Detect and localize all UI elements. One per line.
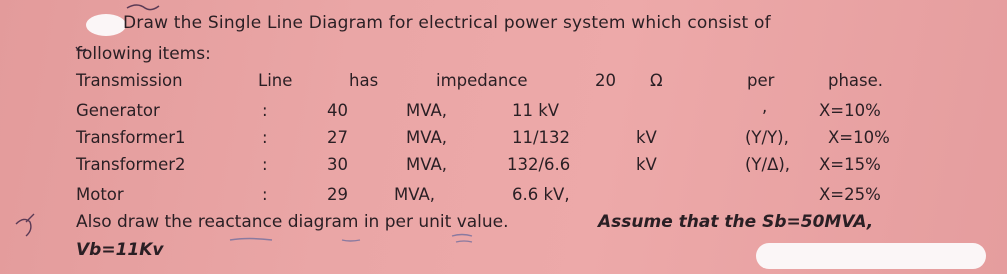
transmission-impedance-word: impedance	[436, 71, 528, 90]
transformer1-colon: :	[262, 128, 268, 147]
intro-line-2: following items:	[76, 44, 211, 64]
generator-colon: :	[262, 101, 268, 120]
transmission-has-word: has	[349, 71, 379, 90]
transmission-per-word: per	[747, 71, 775, 90]
transformer1-reactance: X=10%	[828, 128, 890, 147]
generator-reactance: X=10%	[819, 101, 881, 120]
transmission-phase-word: phase.	[828, 71, 884, 90]
motor-colon: :	[262, 185, 268, 204]
transformer2-colon: :	[262, 155, 268, 174]
intro-line-1: Draw the Single Line Diagram for electrical power system which consist of	[123, 13, 771, 33]
motor-voltage: 6.6 kV,	[512, 185, 570, 204]
transformer1-voltage: 11/132	[512, 128, 571, 147]
transformer1-label: Transformer1	[76, 128, 186, 147]
generator-comma: ,	[762, 97, 768, 116]
ohm-symbol: Ω	[650, 71, 663, 90]
transformer2-mva-value: 30	[327, 155, 348, 174]
transformer1-mva-unit: MVA,	[406, 128, 448, 147]
transmission-label: Transmission	[76, 71, 183, 90]
base-voltage-assumption: Vb=11Kv	[76, 240, 164, 260]
transformer2-label: Transformer2	[76, 155, 186, 174]
transformer2-kv: kV	[636, 155, 657, 174]
transformer1-kv: kV	[636, 128, 657, 147]
generator-mva-value: 40	[327, 101, 348, 120]
transmission-impedance-value: 20	[595, 71, 616, 90]
transformer2-reactance: X=15%	[819, 155, 881, 174]
transmission-line-word: Line	[258, 71, 293, 90]
transformer2-mva-unit: MVA,	[406, 155, 448, 174]
motor-mva-unit: MVA,	[394, 185, 436, 204]
transformer2-connection: (Y/Δ),	[745, 155, 791, 174]
generator-label: Generator	[76, 101, 160, 120]
transformer1-connection: (Y/Y),	[745, 128, 789, 147]
motor-reactance: X=25%	[819, 185, 881, 204]
also-draw-instruction: Also draw the reactance diagram in per unit value.	[76, 212, 509, 232]
generator-mva-unit: MVA,	[406, 101, 448, 120]
transformer1-mva-value: 27	[327, 128, 348, 147]
motor-label: Motor	[76, 185, 124, 204]
transformer2-voltage: 132/6.6	[507, 155, 571, 174]
motor-mva-value: 29	[327, 185, 348, 204]
base-mva-assumption: Assume that the Sb=50MVA,	[598, 212, 874, 232]
generator-voltage: 11 kV	[512, 101, 560, 120]
